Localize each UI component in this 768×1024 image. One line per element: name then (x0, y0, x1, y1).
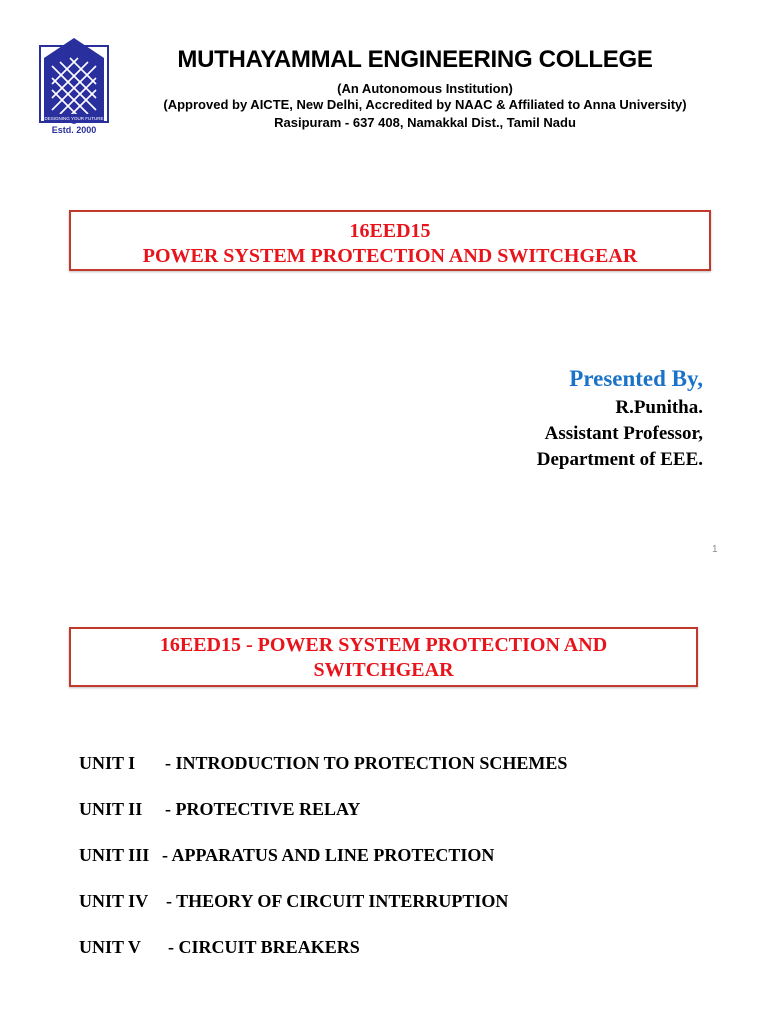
unit-label: UNIT I (79, 753, 136, 773)
unit-item (79, 753, 567, 774)
unit-item (79, 937, 360, 958)
college-subtitle-address: Rasipuram - 637 408, Namakkal Dist., Tamil Nadu (274, 115, 576, 130)
unit-title: - APPARATUS AND LINE PROTECTION (162, 845, 495, 865)
logo-tagline: DESIGNING YOUR FUTURE (44, 116, 104, 121)
college-subtitle-autonomous: (An Autonomous Institution) (337, 81, 513, 96)
syllabus-title-line1: 16EED15 - POWER SYSTEM PROTECTION AND (159, 634, 608, 656)
unit-item (79, 845, 494, 866)
college-logo (38, 36, 110, 136)
logo-established: Estd. 2000 (51, 125, 97, 135)
unit-label: UNIT V (79, 937, 141, 957)
unit-title: - CIRCUIT BREAKERS (168, 937, 360, 957)
unit-title: - INTRODUCTION TO PROTECTION SCHEMES (165, 753, 568, 773)
unit-title: - THEORY OF CIRCUIT INTERRUPTION (166, 891, 509, 911)
unit-item (79, 799, 360, 820)
unit-title: - PROTECTIVE RELAY (165, 799, 361, 819)
course-title-box (69, 210, 711, 271)
page-number: 1 (712, 544, 718, 555)
presented-by-label: Presented By, (569, 366, 703, 391)
presenter-department: Department of EEE. (536, 449, 703, 470)
course-title: POWER SYSTEM PROTECTION AND SWITCHGEAR (142, 245, 638, 267)
unit-item (79, 891, 508, 912)
unit-label: UNIT II (79, 799, 143, 819)
presenter-name: R.Punitha. (615, 397, 703, 418)
unit-label: UNIT IV (79, 891, 149, 911)
presenter-role: Assistant Professor, (544, 423, 703, 444)
unit-label: UNIT III (79, 845, 150, 865)
college-name: MUTHAYAMMAL ENGINEERING COLLEGE (177, 46, 653, 73)
course-code: 16EED15 (349, 220, 431, 242)
syllabus-title-line2: SWITCHGEAR (313, 659, 454, 681)
syllabus-title-box (69, 627, 698, 687)
college-subtitle-approval: (Approved by AICTE, New Delhi, Accredited by NAAC & Affiliated to Anna University) (163, 97, 687, 112)
